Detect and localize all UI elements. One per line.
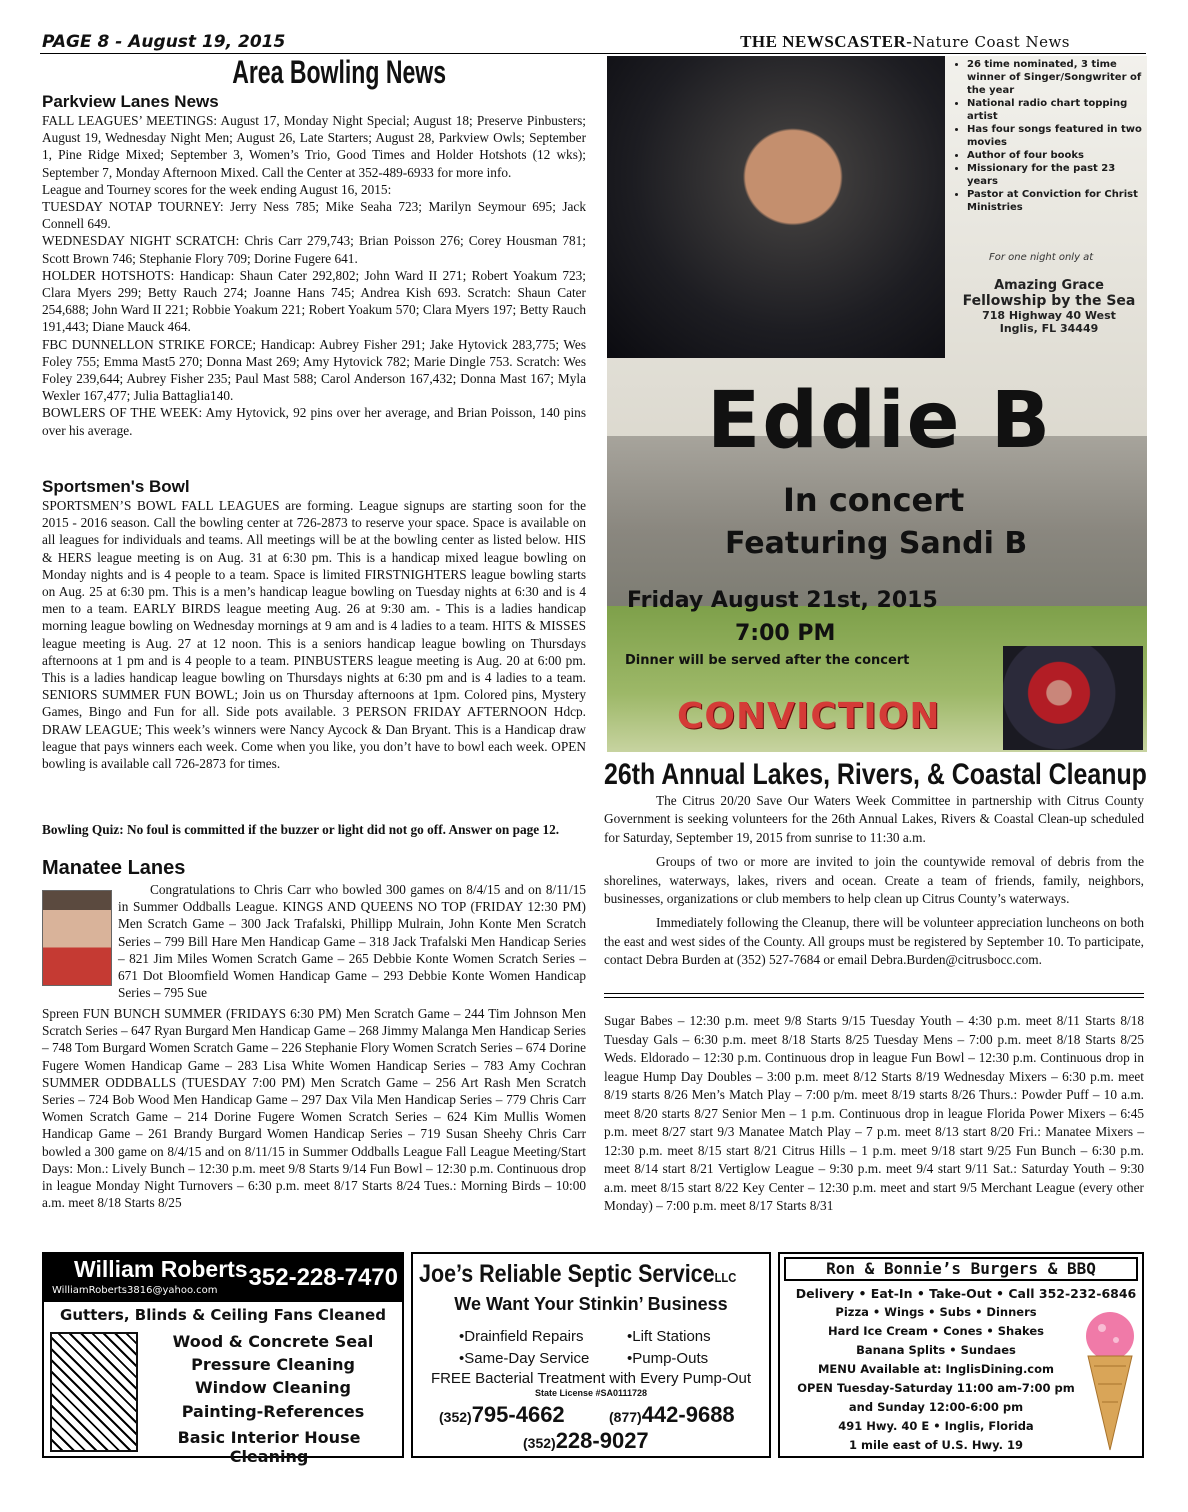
bowling-quiz: Bowling Quiz: No foul is committed if the buzzer or light did not go off. Answer on page 12. [42, 822, 560, 837]
bullet-item: • Has four songs featured in two movies [967, 123, 1147, 149]
parkview-para: BOWLERS OF THE WEEK: Amy Hytovick, 92 pins over her average, and Brian Poisson, 140 pins over his average. [42, 405, 586, 438]
parkview-heading: Parkview Lanes News [42, 92, 219, 111]
septic-name: Joe’s Reliable Septic Service [419, 1260, 715, 1288]
cleanup-title: 26th Annual Lakes, Rivers, & Coastal Cleanup [604, 758, 1147, 791]
burgers-line: Pizza • Wings • Subs • Dinners [835, 1305, 1037, 1319]
cleanup-para: Immediately following the Cleanup, there will be volunteer appreciation luncheons on both the east and west sides of the County. All groups must be registered by September 10. To participate, contact Debra Burden at (352) 527-7684 or email Debra.Burden@citrusbocc.com. [604, 915, 1144, 968]
publication-name: THE NEWSCASTER- [740, 32, 913, 51]
venue-name-1: Amazing Grace [994, 278, 1104, 293]
burgers-line: MENU Available at: InglisDining.com [817, 1362, 1055, 1376]
bullet-item: • Missionary for the past 23 years [967, 162, 1147, 188]
section-divider [604, 993, 1144, 998]
bullet-item: • Pastor at Conviction for Christ Ministries [967, 188, 1147, 214]
bullet-item: • National radio chart topping artist [967, 97, 1147, 123]
septic-phone-2: (877)442-9688 [609, 1402, 735, 1427]
header-rule [40, 53, 1146, 54]
featuring-text: Featuring Sandi B [725, 526, 1028, 561]
roberts-phone: 352-228-7470 [248, 1264, 398, 1291]
burgers-ad [778, 1252, 1144, 1458]
page-date-header: PAGE 8 - August 19, 2015 [42, 32, 286, 52]
venue-name-2: Fellowship by the Sea [962, 293, 1136, 309]
roberts-tagline: Gutters, Blinds & Ceiling Fans Cleaned [60, 1306, 386, 1324]
parkview-para: League and Tourney scores for the week ending August 16, 2015: [42, 181, 392, 197]
bullet-item: • 26 time nominated, 3 time winner of Singer/Songwriter of the year [967, 58, 1147, 97]
septic-service: •Pump-Outs [627, 1350, 709, 1367]
burgers-line: Banana Splits • Sundaes [856, 1343, 1016, 1357]
venue-address-1: 718 Highway 40 West [982, 309, 1116, 322]
septic-phone-3: (352)228-9027 [523, 1428, 649, 1453]
concert-date: Friday August 21st, 2015 [627, 588, 938, 613]
burgers-title: Ron & Bonnie’s Burgers & BBQ [784, 1257, 1138, 1281]
manatee-article-wrap: Congratulations to Chris Carr who bowled 300 games on 8/4/15 and on 8/11/15 in Summer Oddballs League. KINGS AND QUEENS NO TOP (FRIDAY 12:30 PM) Men Scratch Game – 300 Jack Trafalski, Phillipp Mulrain, John Konte Men Scratch Series – 799 Bill Hare Men Handicap Game – 318 Jack Trafalski Men Handicap Series – 821 Jim Miles Women Scratch Game – 265 Debbie Konte Women Scratch Series – 671 Dot Bloomfield Women Handicap Game – 293 Debbie Konte Women Handicap Series – 795 Sue [118, 882, 586, 1001]
sportsmen-article: SPORTSMEN’S BOWL FALL LEAGUES are forming. League signups are starting soon for the 2015 - 2016 season. Call the bowling center at 726-2873 to reserve your space. Space is available on all leagues for individuals and teams. All meetings will be at the bowling center as listed below. HIS & HERS league meeting is on Aug. 31 at 6:30 pm. This is a handicap mixed league bowling on Monday nights and is 4 people to a team. Space is limited FIRSTNIGHTERS league bowling starts on Aug. 25 at 6:30 pm. This is a men’s handicap league bowling on Tuesday nights at 6:30 and is 4 men to a team. EARLY BIRDS league meeting Aug. 26 at 9:30 am. - This is a ladies handicap morning league bowling on Wednesday mornings at 9 am and is 4 ladies to a team. HITS & MISSES league meeting is Aug. 27 at 12 noon. This is a seniors handicap league bowling on Thursdays afternoons at 1 pm and is 4 people to a team. PINBUSTERS league meeting is Aug. 20 at 6:00 pm. This is a ladies handicap league bowling on Thursdays nights at 6:30 pm and is 4 ladies to a team. SENIORS SUMMER FUN BOWL; Join us on Thursday afternoons at 1pm. Colored pins, Mystery Games, Bingo and Fun for all. Side pots available. 3 PERSON FRIDAY AFTERNOON Hdcp. DRAW LEAGUE; This week’s winners were Nancy Aycock & Dan Bryant. This is a Handicap draw league that pays winners each week. Come when you like, you don’t have to bowl each week. OPEN bowling is available call 726-2873 for times. [42, 498, 586, 772]
performer-bullets [951, 58, 1147, 214]
septic-license: State License #SA0111728 [534, 1388, 648, 1398]
venue-address-2: Inglis, FL 34449 [999, 322, 1099, 335]
parkview-para: HOLDER HOTSHOTS: Handicap: Shaun Cater 292,802; John Ward II 271; Robert Yoakum 723; Clara Myers 299; Betty Rauch 274; Joanne Hans 745; Andrea Kish 693. Scratch: Shaun Cater 254,688; John Ward II 221; Robbie Yoakum 221; Robert Yoakum 570; Clara Myers 197; Betty Rauch 191,443; Diane Mauck 464. [42, 267, 586, 335]
parkview-para: TUESDAY NOTAP TOURNEY: Jerry Ness 785; Mike Seaha 723; Marilyn Seymour 695; Jack Connell 649. [42, 199, 586, 232]
dinner-note: Dinner will be served after the concert [625, 653, 910, 668]
ice-cream-cone-icon [1082, 1304, 1138, 1452]
roberts-banner [44, 1254, 402, 1302]
performer-photo [607, 56, 945, 358]
venue-block [951, 278, 1147, 335]
roberts-ad [42, 1252, 404, 1466]
bowler-photo [42, 890, 112, 986]
parkview-para: FALL LEAGUES’ MEETINGS: August 17, Monday Night Special; August 18; Preserve Pinbusters; August 19, Wednesday Night Men; August 26, Late Starters; August 28, Parkview Owls; September 1, Pine Ridge Mixed; September 3, Women’s Trio, Good Times and Holder Hotshots (12 wks); September 7, Monday Afternoon Mixed. Call the Center at 352-489-6933 for more info. [42, 113, 586, 180]
burgers-line: OPEN Tuesday-Saturday 11:00 am-7:00 pm [797, 1381, 1075, 1395]
publication-header [740, 32, 1070, 52]
septic-llc: LLC [714, 1270, 737, 1285]
roberts-service: Pressure Cleaning [191, 1355, 355, 1374]
cleanup-para: Groups of two or more are invited to join the countywide removal of debris from the shorelines, waterways, lakes, rivers and ocean. Create a team of friends, family, neighbors, businesses, organizations or club members to help clean up Citrus County’s waterways. [604, 854, 1144, 907]
septic-title [419, 1260, 736, 1289]
roberts-email: WilliamRoberts3816@yahoo.com [52, 1285, 218, 1296]
roberts-name: William Roberts [74, 1256, 248, 1282]
parkview-article [42, 112, 586, 439]
roberts-service: Painting-References [181, 1402, 365, 1421]
parkview-para: FBC DUNNELLON STRIKE FORCE; Handicap: Aubrey Fisher 291; Jake Hytovick 283,775; Wes Foley 755; Emma Mast5 270; Donna Mast 269; Amy Hytovick 782; Marie Dingle 753. Scratch: Wes Foley 239,644; Aubrey Fisher 235; Paul Mast 588; Carol Anderson 167,432; Donna Mast 167; Myla Wexler 167,477; Julia Battaglia140. [42, 336, 586, 404]
roberts-service: Basic Interior House Cleaning [177, 1428, 361, 1466]
conviction-logo: CONVICTION [677, 696, 941, 737]
burgers-line: and Sunday 12:00-6:00 pm [848, 1400, 1024, 1414]
septic-offer: FREE Bacterial Treatment with Every Pump-Out [430, 1370, 752, 1387]
concert-poster [607, 56, 1147, 752]
bowling-title: Area Bowling News [232, 54, 447, 90]
septic-service: •Drainfield Repairs [459, 1328, 584, 1345]
parkview-para: WEDNESDAY NIGHT SCRATCH: Chris Carr 279,743; Brian Poisson 276; Corey Housman 781; Scott Brown 746; Stephanie Flory 709; Dorine Fugere 641. [42, 233, 586, 266]
concert-time: 7:00 PM [735, 621, 836, 646]
burgers-line: Delivery • Eat-In • Take-Out • Call 352-232-6846 [795, 1286, 1137, 1301]
cleanup-para: The Citrus 20/20 Save Our Waters Week Committee in partnership with Citrus County Government is seeking volunteers for the 26th Annual Lakes, Rivers & Coastal Clean-up scheduled for Saturday, September 19, 2015 from sunrise to 11:30 a.m. [604, 793, 1144, 845]
manatee-heading: Manatee Lanes [42, 857, 186, 879]
septic-service: •Same-Day Service [459, 1350, 590, 1367]
publication-subtitle: Nature Coast News [912, 33, 1070, 51]
cleanup-article [604, 792, 1144, 976]
couple-photo [1003, 646, 1143, 750]
sportsmen-heading: Sportsmen's Bowl [42, 477, 190, 496]
league-schedule: Sugar Babes – 12:30 p.m. meet 9/8 Starts 9/15 Tuesday Youth – 4:30 p.m. meet 8/11 Starts 8/18 Tuesday Gals – 6:30 p.m. meet 8/18 Starts 8/25 Tuesday Mens – 7:00 p.m. meet 8/18 Starts 8/25 Weds. Eldorado – 12:30 p.m. Continuous drop in league Fun Bowl – 12:30 p.m. Continuous drop in league Hump Day Doubles – 3:00 p.m. meet 8/12 Starts 8/19 Wednesday Mixers – 6:30 p.m. meet 8/19 starts 8/26 Men’s Match Play – 7:00 p/m. meet 8/19 starts 8/26 Thurs.: Powder Puff – 10 a.m. meet 8/20 starts 8/27 Senior Men – 1 p.m. Continuous drop in league Florida Power Mixers – 6:45 p.m. meet 8/27 start 9/3 Manatee Match Play – 7 p.m. meet 8/13 start 8/20 Fri.: Manatee Mixers – 12:30 p.m. meet 8/15 start 8/21 Citrus Hills – 1 p.m. meet 9/18 start 9/25 Fun Bunch – 6:30 p.m. meet 8/14 start 8/21 Vertiglow League – 9:30 p.m. meet 9/4 start 9/11 Sat.: Saturday Youth – 9:30 a.m. meet 8/15 start 8/22 Key Center – 12:30 p.m. meet and start 9/5 Merchant League (every other Monday) – 7:00 p.m. meet 8/17 Starts 8/31 [604, 1013, 1144, 1213]
roberts-service: Window Cleaning [195, 1378, 351, 1397]
roberts-service: Wood & Concrete Seal [172, 1332, 374, 1351]
manatee-article: Spreen FUN BUNCH SUMMER (FRIDAYS 6:30 PM) Men Scratch Game – 244 Tim Johnson Men Scratch Series – 647 Ryan Burgard Men Handicap Game – 268 Jimmy Malanga Men Handicap Series – 748 Tom Burgard Women Scratch Game – 226 Stephanie Flory Women Scratch Series – 674 Dorine Fugere Women Handicap Game – 283 Lisa White Women Handicap Series – 783 Amy Cochran SUMMER ODDBALLS (TUESDAY 7:00 PM) Men Scratch Game – 256 Art Rash Men Scratch Series – 724 Bob Wood Men Handicap Game – 297 Dax Vila Men Handicap Series – 779 Chris Carr Women Scratch Game – 214 Dorine Fugere Women Scratch Series – 624 Kim Mullis Women Handicap Game – 261 Brandy Burgard Women Handicap Series – 719 Susan Sheehy Chris Carr bowled a 300 game on 8/4/15 and on 8/11/15 in Summer Oddballs League Fall League Meeting/Start Days: Mon.: Lively Bunch – 12:30 p.m. meet 9/8 Starts 9/14 Fun Bowl – 12:30 p.m. Continuous drop in league Monday Night Turnovers – 6:30 p.m. meet 8/17 Starts 8/24 Tues.: Morning Birds – 10:00 a.m. meet 8/18 Starts 8/25 [42, 1006, 586, 1211]
painter-clipart [50, 1332, 138, 1452]
septic-phone-1: (352)795-4662 [439, 1402, 565, 1427]
performer-name: Eddie B [707, 376, 1053, 466]
septic-ad [411, 1252, 771, 1458]
septic-service: •Lift Stations [627, 1328, 711, 1345]
burgers-line: Hard Ice Cream • Cones • Shakes [828, 1324, 1044, 1338]
bullet-item: • Author of four books [967, 149, 1147, 162]
burgers-line: 1 mile east of U.S. Hwy. 19 [849, 1438, 1023, 1452]
in-concert-text: In concert [783, 481, 965, 519]
septic-slogan: We Want Your Stinkin’ Business [454, 1294, 728, 1314]
burgers-line: 491 Hwy. 40 E • Inglis, Florida [838, 1419, 1034, 1433]
one-night-text: For one night only at [989, 252, 1094, 263]
